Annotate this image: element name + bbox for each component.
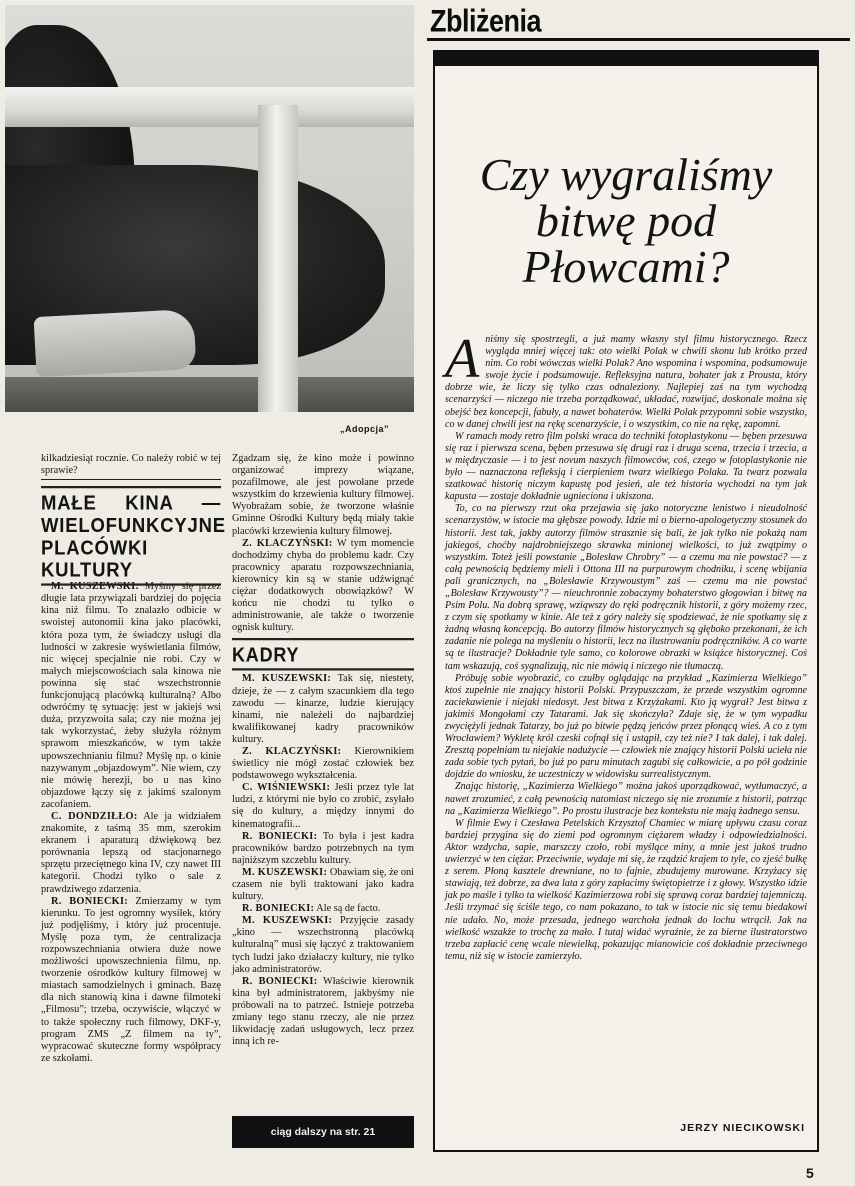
article-paragraph: Aniśmy się spostrzegli, a już mamy własny styl filmu historycznego. Rzecz wygląda mniej więcej tak: oto wielki Polak w chwili skonu lub krótko przed nim. Co robi wówczas wielki Polak? Ano wspomina i wspomina, podsumowuje swoje życie i podsumowuje. Refleksyjna natura, bohater jak z Prousta, który dobrze wie, że liczy się tylko czas odnaleziony. Najlepiej zaś na tym wychodzą scenarzyści — niczego nie trzeba porządkować, układać, rozwijać, doskonale można się obejść bez koncepcji, fabuły, a nawet bohaterów. Wielki Polak przypomni sobie wszystko, co w danej chwili jest na rękę scenarzyście, i o wszystkim, co nie na rękę, zapomni. [445, 328, 807, 430]
speech-text: To była i jest kadra pracowników bardzo potrzebnych na tym najniższym szczeblu kultury. [232, 830, 414, 866]
speech-text: Ale ja widziałem znakomite, z taśmą 35 mm, szerokim ekranem i aparaturą dźwiękową bez porównania lepszą od stacjonarnego sprzętu przeciętnego kina IV, czy nawet III kategorii. Chodzi tylko o sale z prawdziwego zdarzenia. [41, 810, 221, 895]
speaker-name: R. BONIECKI: [242, 975, 318, 987]
frame-top-band [433, 50, 819, 66]
speaker-name: C. DONDZIŁŁO: [51, 810, 138, 822]
speech-text: Jeśli przez tyle lat ludzi, z którymi nie było co zrobić, zsyłało się do kultury, a między innymi do kinematografii... [232, 782, 414, 830]
speech-text: Ale są de facto. [316, 903, 381, 915]
speaker-name: M. KUSZEWSKI: [242, 915, 333, 927]
dialogue-paragraph [232, 903, 414, 915]
intro-paragraph: kilkadziesiąt rocznie. Co należy robić w tej sprawie? [41, 453, 221, 477]
speaker-name: Z. KLACZYŃSKI: [242, 537, 333, 549]
speaker-name: Z. KLACZYŃSKI: [242, 745, 342, 757]
dialogue-paragraph [232, 867, 414, 903]
speaker-name: R. BONIECKI: [242, 903, 315, 915]
dialogue-paragraph [41, 896, 221, 1065]
text-column-1 [41, 453, 226, 1065]
speaker-name: M. KUSZEWSKI: [242, 866, 328, 878]
speaker-name: C. WIŚNIEWSKI: [242, 782, 331, 794]
section-heading: MAŁE KINA — WIELOFUNKCYJNE PLACÓWKI KULTURY [41, 486, 221, 586]
speech-text: Właściwie kierownik kina był administratorem, jakbyśmy nie próbowali na to patrzeć. Istnieje potrzeba zmiany tego stanu rzeczy, ale nie przez likwidację zadań usługowych, lecz przez inną ich re- [232, 975, 414, 1048]
dialogue-paragraph [41, 811, 221, 896]
dialogue-paragraph [232, 831, 414, 867]
speaker-name: R. BONIECKI: [242, 830, 318, 842]
speech-text: Tak się, niestety, dzieje, że — z całym szacunkiem dla tego zawodu — kinarze, ludzie kierujący kinami, nie należeli do najbardziej kwalifikowanej kadry pracowników kultury. [232, 673, 414, 745]
dialogue-paragraph [232, 915, 414, 975]
drop-cap: A [445, 328, 480, 390]
article-body [445, 328, 807, 963]
section-label: Zbliżenia [430, 4, 542, 39]
section-heading-kadry: KADRY [232, 638, 414, 670]
article-paragraph: To, co na pierwszy rzut oka przejawia się jako notoryczne lenistwo i nieudolność scenarzystów, w istocie ma głębsze powody. Idzie mi o bierno-apologetyczny stosunek do historii. Jest tak, jakby autorzy filmów strasznie się bali, że jak tylko nie pokażą nam jakiegoś, choćby najdrobniejszego skrawka minionej wielkości, to już zwątpimy o wszystkim. Toteż jeśli powstanie „Bolesław Chrobry” — a czemu ma nie powstać? — z całą pewnością będziemy mieli i Ottona III na purpurowym chodniku, i scenę wbijania pali granicznych, na „Bolesławie Krzywoustym” zaś — czemu ma nie powstać „Bolesław Krzywousty”? — nieuchronnie zobaczymy bohaterstwo głogowian i bitwę na Psim Polu. Na dobrą sprawę, wziąwszy do ręki podręcznik historii, z góry możemy rzec, z czym się spotkamy w kinie. Ale też z góry należy się spodziewać, że nie spotkamy się z żadną własną koncepcją. Bo autorzy filmów historycznych są głęboko przekonani, że ich zadanie nie polega na myśleniu o historii, lecz na ilustrowaniu podręczników. A co warte są te ilustracje? Dokładnie tyle samo, co kolorowe obrazki w książce historycznej. Coś tam wskazują, coś sygnalizują, nic nie mówią i niczego nie tłumaczą. [445, 503, 807, 672]
dialogue-block [232, 538, 414, 635]
speech-text: Zmierzamy w tym kierunku. To jest ogromny wysiłek, który już podjęliśmy, i który już procentuje. Myślę poza tym, że centralizacja rozpowszechniania otwiera duże nowe możliwości upowszechnienia filmu, np. tworzenie ośrodków kultury filmowej w miastach samodzielnych i gminach. Bazę dla nich stanowią kina i dawne filmoteki „Filmosu”; trzeba, oczywiście, włączyć w to także społeczny ruch filmowy, DKF-y, program ZMS „Z filmem na ty”, wypracować skuteczne formy współpracy ze szkołami. [41, 895, 221, 1064]
speaker-name: M. KUSZEWSKI: [51, 581, 140, 593]
dialogue-paragraph [232, 673, 414, 746]
dialogue-paragraph [232, 538, 414, 635]
article-paragraph: W ramach mody retro film polski wraca do techniki fotoplastykonu — bęben przesuwa się raz i pierwsza scena, bęben przesuwa się drugi raz i druga scena, trzecia i trzecia, a w międzyczasie — i to jest novum naszych filmowców, coś, czego w fotoplastykonie nie było — naznaczona refleksją i cierpieniem twarz wielkiego Polaka. Ta twarz pozwala szatkować historię niczym kapustę pod jesień, ale też historia wychodzi na tym jak kapusta — zostaje dokładnie ugnieciona i ukiszona. [445, 430, 807, 503]
text-column-2 [232, 453, 414, 1048]
speech-text: Kierownikiem świetlicy nie mógł zostać człowiek bez podstawowego wykształcenia. [232, 745, 414, 782]
speech-text: Przyjęcie zasady „kino — wszechstronną placówką kulturalną” musi się łączyć z traktowaniem tych ludzi jako działaczy kultury, nie tylko jako administratorów. [232, 915, 414, 975]
speaker-name: M. KUSZEWSKI: [242, 673, 332, 685]
dialogue-paragraph [232, 782, 414, 830]
dialogue-paragraph [41, 581, 221, 811]
article-paragraph: W filmie Ewy i Czesława Petelskich Krzysztof Chamiec w miarę upływu czasu coraz bardziej przygina się do ziemi pod ogromnym ciężarem władzy i odpowiedzialności. Aktor wzdycha, sapie, marszczy czoło, robi myślące miny, a mnie jest jakoś trudno uwierzyć w ten ciężar. Przeciwnie, wydaje mi się, że rządzić krajem to tyle, co zjeść bułkę z serem. Płoną kasztele drewniane, no to fajnie, zbudujemy murowane. Krzyżacy się stawiają, też dobrze, za dwa lata z góry zapłacimy świętopietrze i z głowy. Wszystko idzie jak po maśle i tylko ta wielkość Kazimierzowa robi się sprawą coraz bardziej tajemniczą. Jeśli trzymać się ściśle tego, co nam pokazano, to tak w istocie nic się temu biedakowi nie udało. No, może przesada, jednego warchoła jednak do lochu wtrącił. Jak na wielkość wszakże to trochę za mało. I tutaj widać wyraźnie, że za bierne ilustratorstwo trzeba zapłacić cenę wcale niewielką, pokazując mianowicie coś dokładnie przeciwnego temu, niż się w istocie zamierzyło. [445, 817, 807, 962]
photo-caption: „Adopcja” [340, 424, 390, 434]
speech-text: W tym momencie dochodzimy chyba do problemu kadr. Czy pracownicy aparatu rozpowszechniania, kierownicy kin są w stanie udźwignąć ciężar dodatkowych obowiązków? W końcu nie chodzi tu tylko o administrowanie, ale także o tworzenie ognisk kultury. [232, 537, 414, 634]
continued-notice: ciąg dalszy na str. 21 [232, 1116, 414, 1148]
dialogue-paragraph [232, 746, 414, 782]
page-number: 5 [806, 1165, 814, 1181]
article-paragraph: Znając historię, „Kazimierza Wielkiego” można jakoś uporządkować, wytłumaczyć, a nawet zrozumieć, z całą pewnością natomiast niczego się nie zrozumie z historii, patrząc na „Kazimierza Wielkiego”. Po prostu ilustracje bez kontekstu nie mają żadnego sensu. [445, 781, 807, 817]
divider [41, 479, 221, 480]
speaker-name: R. BONIECKI: [51, 895, 129, 907]
film-still-photo [5, 5, 414, 412]
article-title: Czy wygraliśmy bitwę pod Płowcami? [479, 149, 773, 292]
author-byline: JERZY NIECIKOWSKI [680, 1122, 805, 1134]
speech-text: Obawiam się, że oni czasem nie byli traktowani jako kadra kultury. [232, 866, 414, 903]
dialogue-paragraph [232, 976, 414, 1049]
dialogue-block [232, 673, 414, 1048]
continued-paragraph: Zgadzam się, że kino może i powinno organizować imprezy wiązane, pozafilmowe, ale jest powołane przede wszystkim do krzewienia kultury filmowej. Wyobrażam sobie, że tworzone właśnie Gminne Ośrodki Kultury będą miały takie placówki krzewienia kultury filmowej. [232, 453, 414, 537]
dialogue-block [41, 581, 221, 1065]
article-paragraph: Próbuję sobie wyobrazić, co czułby oglądając na przykład „Kazimierza Wielkiego” ktoś zupełnie nie znający historii Polski. Przypuszczam, że przede wszystkim ogromne zaciekawienie i niejaki niedosyt. Jest bitwa z Krzyżakami. Kto ją wygrał? Jest bitwa z jakimiś Mongołami czy Tatarami. Jak się skończyła? Zdaje się, że w tym wypadku zwyciężyli jednak Tatarzy, bo już po bitwie pędzą jeńców przez płonącą wieś. A co z tym Wrocławiem? Wykletę król czeski cofnął się i ustąpił, czy też nie? I tak dalej, i tak dalej. Zresztą popełniam tu niejakie nadużycie — człowiek nie znający historii Polski ucieła nie zada sobie tych pytań, bo już po paru minutach zagubi się całkowicie, a po pół godzinie dojdzie do wniosku, że uczestniczy w widowisku surrealistycznym. [445, 672, 807, 781]
speech-text: Myśmy się przez długie lata przywiązali bardziej do pojęcia kina niż filmu. To znalazło odbicie w swoistej autonomii kina jako placówki, która poza tym, że świadczy usługi dla ludności w zakresie wyświetlania filmów, nic więcej specjalnie nie robi. Czy w małych miejscowościach sala kinowa nie powinna się stać wszechstronnie funkcjonującą placówką kulturalną? Albo odwróćmy tę sytuację: jest w jakiejś wsi duża, przyzwoita sala; czy nie można jej tak wykorzystać, żeby służyła różnym sprawom mieszkańców, w tym także upowszechnianiu filmu? Myślę np. o kinie nazywanym „objazdowym”. Nie wiem, czy nie mówię herezji, bo u nas kino objazdowe łączy się z jakimś szalonym zacofaniem. [41, 581, 221, 810]
